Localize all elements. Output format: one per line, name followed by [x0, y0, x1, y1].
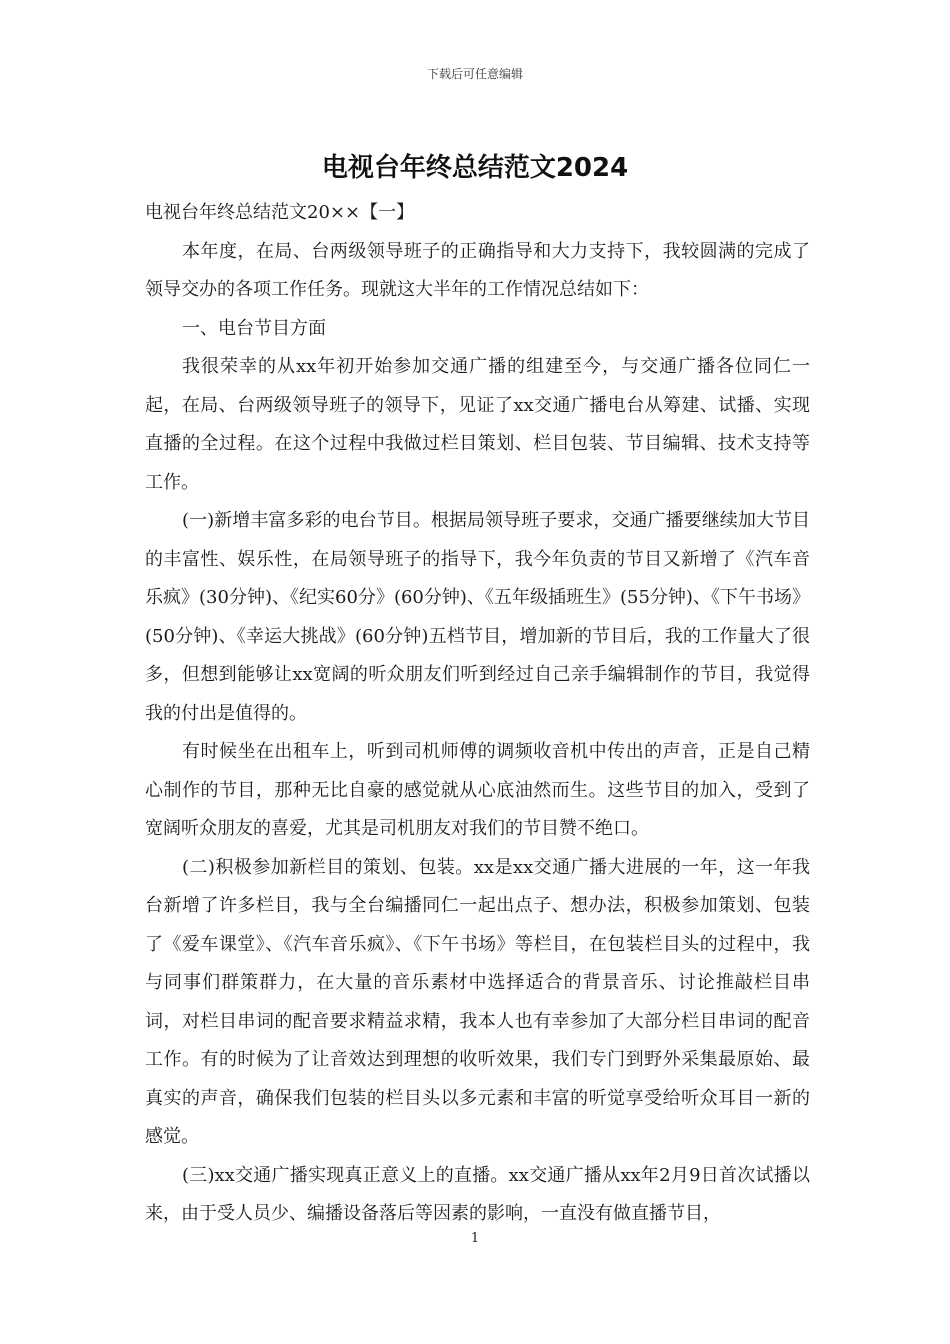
document-title: 电视台年终总结范文2024	[321, 153, 629, 183]
document-subtitle: 电视台年终总结范文20××【一】	[145, 202, 415, 223]
document-body	[145, 194, 810, 1234]
paragraph-background: 我很荣幸的从xx年初开始参加交通广播的组建至今，与交通广播各位同仁一起，在局、台两级领导班子的领导下，见证了xx交通广播电台从筹建、试播、实现直播的全过程。在这个过程中我做过栏目策划、栏目包装、节目编辑、技术支持等工作。	[145, 356, 810, 493]
paragraph-intro: 本年度，在局、台两级领导班子的正确指导和大力支持下，我较圆满的完成了领导交办的各项工作任务。现就这大半年的工作情况总结如下：	[145, 240, 810, 300]
paragraph-new-programs: (一)新增丰富多彩的电台节目。根据局领导班子要求，交通广播要继续加大节目的丰富性、娱乐性，在局领导班子的指导下，我今年负责的节目又新增了《汽车音乐疯》(30分钟)、《纪实60分》(60分钟)、《五年级插班生》(55分钟)、《下午书场》(50分钟)、《幸运大挑战》(60分钟)五档节目，增加新的节目后，我的工作量大了很多，但想到能够让xx宽阔的听众朋友们听到经过自己亲手编辑制作的节目，我觉得我的付出是值得的。	[145, 510, 810, 724]
page-header-note: 下载后可任意编辑	[426, 67, 523, 81]
paragraph-live-broadcast: (三)xx交通广播实现真正意义上的直播。xx交通广播从xx年2月9日首次试播以来，由于受人员少、编播设备落后等因素的影响，一直没有做直播节目，	[145, 1164, 810, 1224]
paragraph-taxi-anecdote: 有时候坐在出租车上，听到司机师傅的调频收音机中传出的声音，正是自己精心制作的节目，那种无比自豪的感觉就从心底油然而生。这些节目的加入，受到了宽阔听众朋友的喜爱，尤其是司机朋友对我们的节目赞不绝口。	[145, 741, 810, 839]
paragraph-new-columns: (二)积极参加新栏目的策划、包装。xx是xx交通广播大进展的一年，这一年我台新增了许多栏目，我与全台编播同仁一起出点子、想办法，积极参加策划、包装了《爱车课堂》、《汽车音乐疯》、《下午书场》等栏目，在包装栏目头的过程中，我与同事们群策群力，在大量的音乐素材中选择适合的背景音乐、讨论推敲栏目串词，对栏目串词的配音要求精益求精，我本人也有幸参加了大部分栏目串词的配音工作。有的时候为了让音效达到理想的收听效果，我们专门到野外采集最原始、最真实的声音，确保我们包装的栏目头以多元素和丰富的听觉享受给听众耳目一新的感觉。	[145, 856, 810, 1147]
section-heading-radio-programs: 一、电台节目方面	[182, 317, 326, 339]
page-number: 1	[470, 1231, 480, 1246]
